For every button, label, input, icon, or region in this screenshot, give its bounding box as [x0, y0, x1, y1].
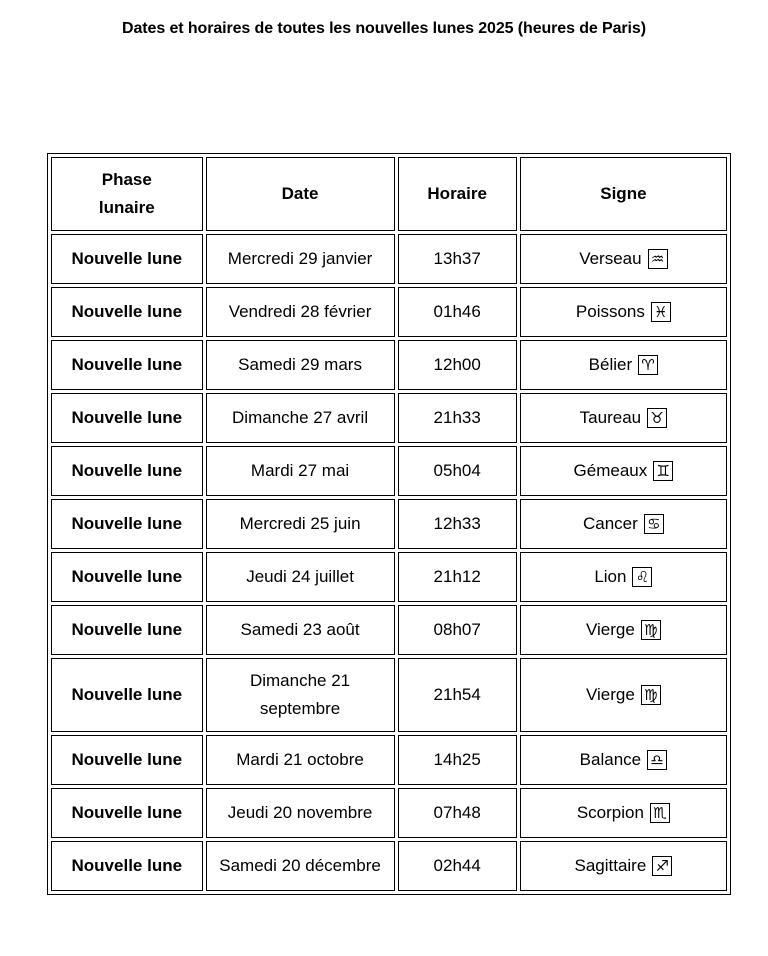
date-cell: Dimanche 27 avril — [206, 393, 395, 443]
time-cell: 08h07 — [398, 605, 517, 655]
phase-cell: Nouvelle lune — [51, 340, 203, 390]
phase-cell: Nouvelle lune — [51, 234, 203, 284]
aries-icon: ♈ — [638, 355, 658, 375]
date-cell: Mercredi 25 juin — [206, 499, 395, 549]
phase-cell: Nouvelle lune — [51, 446, 203, 496]
table-header-row — [51, 157, 727, 231]
sagittarius-icon: ♐ — [652, 856, 672, 876]
time-cell: 02h44 — [398, 841, 517, 891]
phase-cell: Nouvelle lune — [51, 788, 203, 838]
sign-cell — [520, 605, 727, 655]
date-cell: Samedi 23 août — [206, 605, 395, 655]
sign-cell — [520, 340, 727, 390]
virgo-icon: ♍ — [641, 685, 661, 705]
sign-label: Vierge — [585, 685, 635, 704]
column-header-date: Date — [206, 157, 395, 231]
sign-cell — [520, 446, 727, 496]
sign-cell — [520, 499, 727, 549]
date-cell: Jeudi 20 novembre — [206, 788, 395, 838]
table-row — [51, 788, 727, 838]
libra-icon: ♎ — [647, 750, 667, 770]
sign-label: Lion — [594, 567, 627, 586]
page-title: Dates et horaires de toutes les nouvelles lunes 2025 (heures de Paris) — [122, 20, 646, 37]
sign-cell — [520, 393, 727, 443]
table-row — [51, 340, 727, 390]
time-cell: 21h12 — [398, 552, 517, 602]
time-cell: 21h54 — [398, 658, 517, 732]
time-cell: 13h37 — [398, 234, 517, 284]
time-cell: 12h00 — [398, 340, 517, 390]
sign-label: Verseau — [579, 249, 642, 268]
time-cell: 12h33 — [398, 499, 517, 549]
sign-cell — [520, 234, 727, 284]
column-header-phase: Phase lunaire — [51, 157, 203, 231]
date-cell: Jeudi 24 juillet — [206, 552, 395, 602]
gemini-icon: ♊ — [653, 461, 673, 481]
sign-label: Gémeaux — [573, 461, 648, 480]
phase-cell: Nouvelle lune — [51, 499, 203, 549]
cancer-icon: ♋ — [644, 514, 664, 534]
date-cell: Mercredi 29 janvier — [206, 234, 395, 284]
pisces-icon: ♓ — [651, 302, 671, 322]
table-row — [51, 446, 727, 496]
time-cell: 05h04 — [398, 446, 517, 496]
sign-label: Sagittaire — [574, 856, 647, 875]
leo-icon: ♌ — [632, 567, 652, 587]
table-row — [51, 393, 727, 443]
date-cell: Mardi 27 mai — [206, 446, 395, 496]
phase-cell: Nouvelle lune — [51, 658, 203, 732]
time-cell: 07h48 — [398, 788, 517, 838]
phase-cell: Nouvelle lune — [51, 393, 203, 443]
time-cell: 21h33 — [398, 393, 517, 443]
virgo-icon: ♍ — [641, 620, 661, 640]
date-cell: Samedi 29 mars — [206, 340, 395, 390]
date-cell: Samedi 20 décembre — [206, 841, 395, 891]
sign-label: Poissons — [575, 302, 645, 321]
sign-label: Vierge — [585, 620, 635, 639]
phase-cell: Nouvelle lune — [51, 735, 203, 785]
sign-label: Scorpion — [576, 803, 644, 822]
phase-cell: Nouvelle lune — [51, 287, 203, 337]
table-row — [51, 499, 727, 549]
new-moon-table — [47, 153, 731, 895]
sign-cell — [520, 735, 727, 785]
date-cell: Vendredi 28 février — [206, 287, 395, 337]
sign-label: Cancer — [582, 514, 638, 533]
phase-cell: Nouvelle lune — [51, 552, 203, 602]
scorpio-icon: ♏ — [650, 803, 670, 823]
date-cell: Dimanche 21 septembre — [206, 658, 395, 732]
table-row — [51, 735, 727, 785]
sign-cell — [520, 552, 727, 602]
sign-cell — [520, 658, 727, 732]
aquarius-icon: ♒ — [648, 249, 668, 269]
taurus-icon: ♉ — [647, 408, 667, 428]
date-cell: Mardi 21 octobre — [206, 735, 395, 785]
column-header-time: Horaire — [398, 157, 517, 231]
sign-cell — [520, 287, 727, 337]
column-header-sign: Signe — [520, 157, 727, 231]
table-row — [51, 287, 727, 337]
table-row — [51, 552, 727, 602]
time-cell: 14h25 — [398, 735, 517, 785]
sign-label: Balance — [579, 750, 642, 769]
sign-label: Bélier — [588, 355, 633, 374]
sign-cell — [520, 841, 727, 891]
table-row — [51, 658, 727, 732]
phase-cell: Nouvelle lune — [51, 841, 203, 891]
table-row — [51, 841, 727, 891]
sign-cell — [520, 788, 727, 838]
phase-cell: Nouvelle lune — [51, 605, 203, 655]
time-cell: 01h46 — [398, 287, 517, 337]
sign-label: Taureau — [579, 408, 642, 427]
table-row — [51, 234, 727, 284]
table-row — [51, 605, 727, 655]
